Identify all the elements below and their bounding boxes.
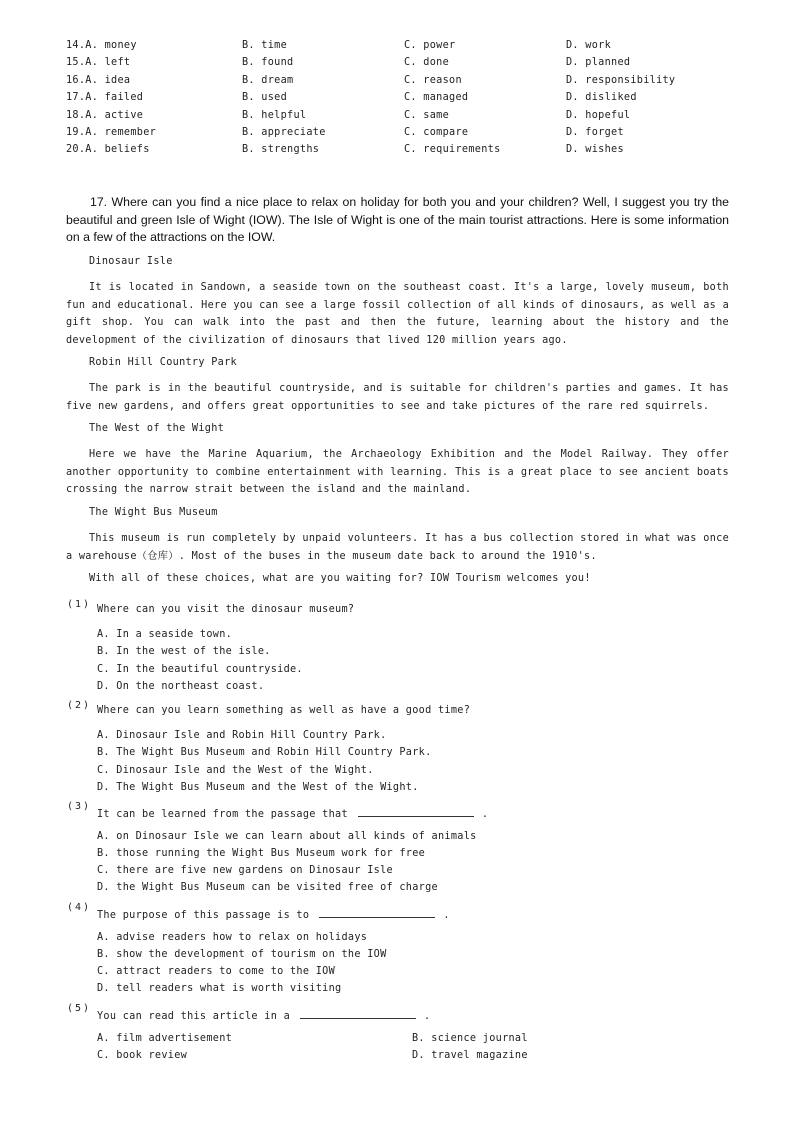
question-text: The purpose of this passage is to — [97, 910, 310, 921]
question-text: Where can you learn something as well as have a good time? — [97, 705, 471, 716]
option-cell: C. managed — [404, 92, 469, 104]
answer-option[interactable]: C. Dinosaur Isle and the West of the Wight. — [97, 765, 374, 776]
question-number: (5) — [67, 1003, 92, 1014]
question-text: It can be learned from the passage that — [97, 809, 348, 820]
answer-option[interactable]: B. In the west of the isle. — [97, 646, 271, 657]
answer-option[interactable]: A. film advertisement — [97, 1033, 233, 1044]
answer-option[interactable]: D. travel magazine — [412, 1050, 528, 1061]
answer-option[interactable]: C. attract readers to come to the IOW — [97, 966, 336, 977]
option-cell: C. done — [404, 57, 450, 69]
question-end: . — [424, 1011, 431, 1022]
answer-blank[interactable] — [300, 1008, 416, 1019]
answer-option[interactable]: D. On the northeast coast. — [97, 681, 265, 692]
section-heading: The West of the Wight — [89, 423, 225, 434]
answer-option[interactable]: B. show the development of tourism on the IOW — [97, 949, 387, 960]
option-cell: C. power — [404, 40, 456, 51]
option-cell: B. helpful — [242, 109, 307, 121]
option-cell: C. same — [404, 109, 450, 121]
question-stem — [97, 907, 450, 921]
question-stem — [97, 1008, 430, 1022]
answer-option[interactable]: A. Dinosaur Isle and Robin Hill Country Park. — [97, 730, 387, 741]
answer-option[interactable]: C. there are five new gardens on Dinosaur Isle — [97, 865, 393, 876]
option-cell: D. wishes — [566, 144, 624, 156]
passage-intro: 17. Where can you find a nice place to relax on holiday for both you and your children? Well, I suggest you try the beautiful and green Isle of Wight (IOW). The Isle of Wight is one of the main tourist attractions. Here is some information on a few of the attractions on the IOW. — [66, 195, 729, 244]
answer-option[interactable]: A. In a seaside town. — [97, 629, 233, 640]
question-number: (4) — [67, 902, 92, 913]
question-text: You can read this article in a — [97, 1011, 291, 1022]
answer-option[interactable]: C. In the beautiful countryside. — [97, 664, 303, 675]
option-cell: D. work — [566, 40, 612, 51]
answer-option[interactable]: B. those running the Wight Bus Museum work for free — [97, 848, 426, 859]
option-cell: D. responsibility — [566, 74, 676, 86]
section-heading: Dinosaur Isle — [89, 256, 173, 267]
option-cell: B. time — [242, 40, 288, 51]
option-cell: 19.A. remember — [66, 126, 157, 138]
option-cell: C. compare — [404, 126, 469, 138]
answer-blank[interactable] — [319, 907, 435, 918]
option-cell: 15.A. left — [66, 57, 131, 69]
answer-option[interactable]: B. science journal — [412, 1033, 528, 1044]
section-paragraph: It is located in Sandown, a seaside town on the southeast coast. It's a large, lovely museum, both fun and educational. Here you can see a large fossil collection of all kinds of dinosaurs, as well as a gift shop. You can walk into the past and then the future, learning about the history and the development of the civilization of dinosaurs that lived 120 million years ago. — [66, 282, 729, 346]
option-cell: 17.A. failed — [66, 92, 144, 104]
option-cell: D. hopeful — [566, 109, 631, 121]
option-cell: C. reason — [404, 74, 462, 86]
closing-line: With all of these choices, what are you waiting for? IOW Tourism welcomes you! — [89, 573, 591, 584]
section-paragraph: The park is in the beautiful countryside, and is suitable for children's parties and games. It has five new gardens, and offers great opportunities to see and take pictures of the rare red squirrels. — [66, 383, 729, 412]
question-text: Where can you visit the dinosaur museum? — [97, 604, 355, 615]
option-cell: C. requirements — [404, 144, 501, 156]
section-heading: Robin Hill Country Park — [89, 357, 237, 368]
option-cell: B. strengths — [242, 144, 320, 156]
option-cell: 16.A. idea — [66, 74, 131, 86]
answer-option[interactable]: D. the Wight Bus Museum can be visited free of charge — [97, 882, 438, 893]
option-cell: D. planned — [566, 57, 631, 69]
answer-option[interactable]: D. tell readers what is worth visiting — [97, 983, 342, 994]
question-end: . — [443, 910, 450, 921]
answer-option[interactable]: A. on Dinosaur Isle we can learn about all kinds of animals — [97, 831, 477, 842]
option-cell: B. found — [242, 57, 294, 69]
option-cell: D. forget — [566, 126, 624, 138]
answer-blank[interactable] — [358, 806, 474, 817]
option-cell: 14.A. money — [66, 40, 137, 51]
option-cell: B. used — [242, 92, 288, 104]
answer-option[interactable]: B. The Wight Bus Museum and Robin Hill Country Park. — [97, 747, 432, 758]
option-cell: B. dream — [242, 74, 294, 86]
answer-option[interactable]: C. book review — [97, 1050, 188, 1061]
option-cell: 18.A. active — [66, 109, 144, 121]
question-end: . — [481, 809, 489, 820]
answer-option[interactable]: A. advise readers how to relax on holidays — [97, 932, 368, 943]
answer-option[interactable]: D. The Wight Bus Museum and the West of the Wight. — [97, 782, 419, 793]
section-paragraph: Here we have the Marine Aquarium, the Archaeology Exhibition and the Model Railway. They offer another opportunity to combine entertainment with learning. This is a great place to see ancient boats crossing the narrow strait between the island and the mainland. — [66, 449, 729, 496]
section-heading: The Wight Bus Museum — [89, 507, 218, 518]
option-cell: D. disliked — [566, 92, 637, 104]
option-cell: B. appreciate — [242, 126, 326, 138]
section-paragraph: This museum is run completely by unpaid volunteers. It has a bus collection stored in what was once a warehouse（仓库）. Most of the buses in the museum date back to around the 1910's. — [66, 533, 729, 562]
question-number: (1) — [67, 599, 92, 610]
question-number: (2) — [67, 700, 92, 711]
option-cell: 20.A. beliefs — [66, 144, 150, 156]
question-stem — [97, 806, 488, 820]
question-number: (3) — [67, 801, 92, 812]
